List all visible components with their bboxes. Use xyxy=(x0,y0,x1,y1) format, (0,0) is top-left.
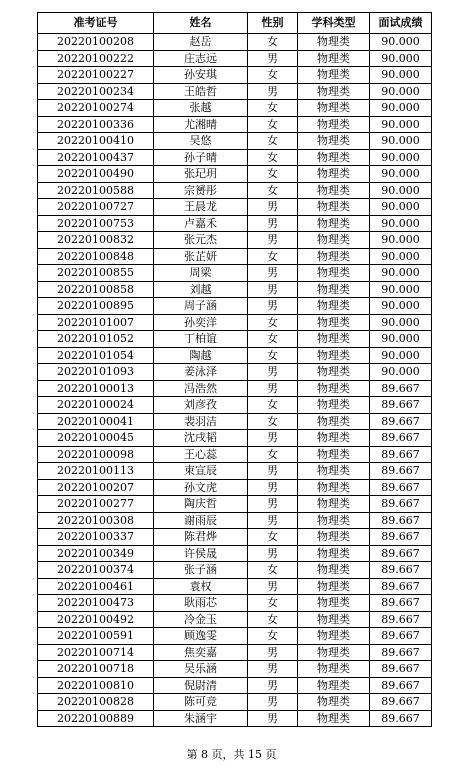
gender-cell: 男 xyxy=(248,710,298,727)
column-header-exam-id: 准考证号 xyxy=(38,13,154,34)
gender-cell: 男 xyxy=(248,578,298,595)
table-row xyxy=(38,661,432,678)
subject-type-cell: 物理类 xyxy=(298,364,370,381)
interview-score-cell: 90.000 xyxy=(370,232,432,249)
table-row xyxy=(38,380,432,397)
table-row xyxy=(38,166,432,183)
name-cell: 张玘玥 xyxy=(154,166,248,183)
subject-type-cell: 物理类 xyxy=(298,166,370,183)
table-row xyxy=(38,248,432,265)
exam-id-cell: 20220100727 xyxy=(38,199,154,216)
gender-cell: 男 xyxy=(248,479,298,496)
exam-id-cell: 20220100588 xyxy=(38,182,154,199)
gender-cell: 男 xyxy=(248,215,298,232)
exam-id-cell: 20220100714 xyxy=(38,644,154,661)
gender-cell: 男 xyxy=(248,83,298,100)
table-header-row xyxy=(38,13,432,34)
name-cell: 冯浩然 xyxy=(154,380,248,397)
exam-id-cell: 20220100337 xyxy=(38,529,154,546)
interview-score-cell: 89.667 xyxy=(370,380,432,397)
gender-cell: 女 xyxy=(248,331,298,348)
interview-score-cell: 89.667 xyxy=(370,595,432,612)
name-cell: 王心蕊 xyxy=(154,446,248,463)
gender-cell: 女 xyxy=(248,628,298,645)
subject-type-cell: 物理类 xyxy=(298,628,370,645)
name-cell: 顾逸雯 xyxy=(154,628,248,645)
interview-score-cell: 90.000 xyxy=(370,347,432,364)
name-cell: 周梁 xyxy=(154,265,248,282)
gender-cell: 女 xyxy=(248,347,298,364)
table-row xyxy=(38,545,432,562)
gender-cell: 女 xyxy=(248,397,298,414)
exam-id-cell: 20220100490 xyxy=(38,166,154,183)
gender-cell: 女 xyxy=(248,166,298,183)
subject-type-cell: 物理类 xyxy=(298,265,370,282)
exam-id-cell: 20220100274 xyxy=(38,100,154,117)
exam-id-cell: 20220100336 xyxy=(38,116,154,133)
table-row xyxy=(38,710,432,727)
gender-cell: 男 xyxy=(248,463,298,480)
gender-cell: 女 xyxy=(248,182,298,199)
table-row xyxy=(38,677,432,694)
interview-score-cell: 90.000 xyxy=(370,50,432,67)
gender-cell: 女 xyxy=(248,562,298,579)
interview-score-cell: 89.667 xyxy=(370,694,432,711)
table-row xyxy=(38,562,432,579)
exam-id-cell: 20220101054 xyxy=(38,347,154,364)
subject-type-cell: 物理类 xyxy=(298,331,370,348)
gender-cell: 男 xyxy=(248,265,298,282)
interview-score-cell: 89.667 xyxy=(370,512,432,529)
subject-type-cell: 物理类 xyxy=(298,710,370,727)
exam-id-cell: 20220100374 xyxy=(38,562,154,579)
gender-cell: 男 xyxy=(248,545,298,562)
name-cell: 许侯晟 xyxy=(154,545,248,562)
name-cell: 陶越 xyxy=(154,347,248,364)
subject-type-cell: 物理类 xyxy=(298,430,370,447)
gender-cell: 女 xyxy=(248,413,298,430)
interview-score-cell: 89.667 xyxy=(370,446,432,463)
table-row xyxy=(38,116,432,133)
gender-cell: 男 xyxy=(248,364,298,381)
subject-type-cell: 物理类 xyxy=(298,281,370,298)
table-row xyxy=(38,331,432,348)
exam-id-cell: 20220100832 xyxy=(38,232,154,249)
subject-type-cell: 物理类 xyxy=(298,100,370,117)
gender-cell: 男 xyxy=(248,281,298,298)
exam-id-cell: 20220100848 xyxy=(38,248,154,265)
name-cell: 谢雨辰 xyxy=(154,512,248,529)
name-cell: 张芷妍 xyxy=(154,248,248,265)
subject-type-cell: 物理类 xyxy=(298,67,370,84)
gender-cell: 女 xyxy=(248,34,298,51)
subject-type-cell: 物理类 xyxy=(298,463,370,480)
table-row xyxy=(38,397,432,414)
interview-score-cell: 90.000 xyxy=(370,149,432,166)
gender-cell: 男 xyxy=(248,430,298,447)
interview-score-cell: 90.000 xyxy=(370,314,432,331)
interview-score-cell: 90.000 xyxy=(370,34,432,51)
gender-cell: 男 xyxy=(248,694,298,711)
interview-score-cell: 89.667 xyxy=(370,661,432,678)
exam-id-cell: 20220100227 xyxy=(38,67,154,84)
subject-type-cell: 物理类 xyxy=(298,314,370,331)
gender-cell: 女 xyxy=(248,446,298,463)
interview-score-cell: 90.000 xyxy=(370,199,432,216)
table-row xyxy=(38,364,432,381)
gender-cell: 男 xyxy=(248,644,298,661)
table-row xyxy=(38,479,432,496)
exam-id-cell: 20220101007 xyxy=(38,314,154,331)
subject-type-cell: 物理类 xyxy=(298,380,370,397)
gender-cell: 女 xyxy=(248,116,298,133)
table-row xyxy=(38,232,432,249)
exam-id-cell: 20220100234 xyxy=(38,83,154,100)
exam-id-cell: 20220100889 xyxy=(38,710,154,727)
gender-cell: 女 xyxy=(248,611,298,628)
table-row xyxy=(38,628,432,645)
interview-score-cell: 90.000 xyxy=(370,67,432,84)
name-cell: 孙奕洋 xyxy=(154,314,248,331)
subject-type-cell: 物理类 xyxy=(298,595,370,612)
gender-cell: 男 xyxy=(248,50,298,67)
subject-type-cell: 物理类 xyxy=(298,611,370,628)
table-row xyxy=(38,281,432,298)
interview-score-cell: 89.667 xyxy=(370,545,432,562)
interview-score-cell: 89.667 xyxy=(370,496,432,513)
exam-id-cell: 20220100753 xyxy=(38,215,154,232)
name-cell: 姜泳泽 xyxy=(154,364,248,381)
table-row xyxy=(38,215,432,232)
subject-type-cell: 物理类 xyxy=(298,661,370,678)
table-row xyxy=(38,578,432,595)
interview-score-cell: 89.667 xyxy=(370,611,432,628)
table-row xyxy=(38,512,432,529)
subject-type-cell: 物理类 xyxy=(298,83,370,100)
subject-type-cell: 物理类 xyxy=(298,562,370,579)
interview-score-cell: 90.000 xyxy=(370,298,432,315)
interview-score-cell: 89.667 xyxy=(370,710,432,727)
subject-type-cell: 物理类 xyxy=(298,182,370,199)
name-cell: 刘彦孜 xyxy=(154,397,248,414)
subject-type-cell: 物理类 xyxy=(298,149,370,166)
subject-type-cell: 物理类 xyxy=(298,529,370,546)
subject-type-cell: 物理类 xyxy=(298,116,370,133)
name-cell: 王皓哲 xyxy=(154,83,248,100)
interview-score-cell: 89.667 xyxy=(370,677,432,694)
page-number-footer: 第 8 页，共 15 页 xyxy=(186,748,277,761)
table-body xyxy=(38,34,432,727)
exam-id-cell: 20220100437 xyxy=(38,149,154,166)
gender-cell: 女 xyxy=(248,595,298,612)
exam-id-cell: 20220100207 xyxy=(38,479,154,496)
gender-cell: 男 xyxy=(248,380,298,397)
table-row xyxy=(38,100,432,117)
subject-type-cell: 物理类 xyxy=(298,397,370,414)
exam-id-cell: 20220100858 xyxy=(38,281,154,298)
interview-score-cell: 90.000 xyxy=(370,83,432,100)
table-row xyxy=(38,314,432,331)
exam-id-cell: 20220100349 xyxy=(38,545,154,562)
table-row xyxy=(38,83,432,100)
exam-id-cell: 20220100098 xyxy=(38,446,154,463)
subject-type-cell: 物理类 xyxy=(298,694,370,711)
gender-cell: 女 xyxy=(248,100,298,117)
table-row xyxy=(38,694,432,711)
table-row xyxy=(38,265,432,282)
exam-id-cell: 20220100855 xyxy=(38,265,154,282)
subject-type-cell: 物理类 xyxy=(298,232,370,249)
interview-score-cell: 89.667 xyxy=(370,529,432,546)
name-cell: 陶庆哲 xyxy=(154,496,248,513)
subject-type-cell: 物理类 xyxy=(298,199,370,216)
subject-type-cell: 物理类 xyxy=(298,677,370,694)
subject-type-cell: 物理类 xyxy=(298,298,370,315)
name-cell: 赵岳 xyxy=(154,34,248,51)
name-cell: 朱涵宇 xyxy=(154,710,248,727)
subject-type-cell: 物理类 xyxy=(298,578,370,595)
table-row xyxy=(38,413,432,430)
exam-id-cell: 20220100828 xyxy=(38,694,154,711)
table-row xyxy=(38,149,432,166)
name-cell: 王晨龙 xyxy=(154,199,248,216)
table-row xyxy=(38,34,432,51)
interview-score-cell: 90.000 xyxy=(370,331,432,348)
exam-id-cell: 20220101093 xyxy=(38,364,154,381)
name-cell: 庄志远 xyxy=(154,50,248,67)
table-row xyxy=(38,133,432,150)
interview-score-cell: 90.000 xyxy=(370,133,432,150)
subject-type-cell: 物理类 xyxy=(298,479,370,496)
table-row xyxy=(38,199,432,216)
name-cell: 尤湘晴 xyxy=(154,116,248,133)
score-table xyxy=(37,12,432,727)
interview-score-cell: 90.000 xyxy=(370,364,432,381)
exam-id-cell: 20220100277 xyxy=(38,496,154,513)
subject-type-cell: 物理类 xyxy=(298,347,370,364)
subject-type-cell: 物理类 xyxy=(298,34,370,51)
subject-type-cell: 物理类 xyxy=(298,50,370,67)
interview-score-cell: 90.000 xyxy=(370,248,432,265)
column-header-subject-type: 学科类型 xyxy=(298,13,370,34)
name-cell: 宗赟彤 xyxy=(154,182,248,199)
exam-id-cell: 20220100591 xyxy=(38,628,154,645)
gender-cell: 女 xyxy=(248,133,298,150)
column-header-name: 姓名 xyxy=(154,13,248,34)
gender-cell: 男 xyxy=(248,512,298,529)
name-cell: 周子涵 xyxy=(154,298,248,315)
gender-cell: 女 xyxy=(248,149,298,166)
interview-score-cell: 89.667 xyxy=(370,479,432,496)
name-cell: 孙子晴 xyxy=(154,149,248,166)
subject-type-cell: 物理类 xyxy=(298,545,370,562)
name-cell: 焦奕嘉 xyxy=(154,644,248,661)
interview-score-cell: 89.667 xyxy=(370,562,432,579)
subject-type-cell: 物理类 xyxy=(298,512,370,529)
exam-id-cell: 20220100492 xyxy=(38,611,154,628)
exam-id-cell: 20220100718 xyxy=(38,661,154,678)
interview-score-cell: 90.000 xyxy=(370,265,432,282)
exam-id-cell: 20220100013 xyxy=(38,380,154,397)
gender-cell: 男 xyxy=(248,199,298,216)
name-cell: 倪尉清 xyxy=(154,677,248,694)
exam-id-cell: 20220100222 xyxy=(38,50,154,67)
exam-id-cell: 20220100208 xyxy=(38,34,154,51)
exam-id-cell: 20220100895 xyxy=(38,298,154,315)
table-row xyxy=(38,595,432,612)
name-cell: 陈君烨 xyxy=(154,529,248,546)
table-row xyxy=(38,347,432,364)
gender-cell: 男 xyxy=(248,677,298,694)
exam-id-cell: 20220100810 xyxy=(38,677,154,694)
table-row xyxy=(38,67,432,84)
interview-score-cell: 89.667 xyxy=(370,463,432,480)
interview-score-cell: 90.000 xyxy=(370,100,432,117)
subject-type-cell: 物理类 xyxy=(298,215,370,232)
name-cell: 冷金玉 xyxy=(154,611,248,628)
exam-id-cell: 20220100041 xyxy=(38,413,154,430)
interview-score-cell: 89.667 xyxy=(370,413,432,430)
name-cell: 束宣辰 xyxy=(154,463,248,480)
name-cell: 陈可竞 xyxy=(154,694,248,711)
name-cell: 吴乐涵 xyxy=(154,661,248,678)
gender-cell: 男 xyxy=(248,298,298,315)
exam-id-cell: 20220100024 xyxy=(38,397,154,414)
interview-score-cell: 89.667 xyxy=(370,578,432,595)
gender-cell: 男 xyxy=(248,232,298,249)
name-cell: 丁柏谊 xyxy=(154,331,248,348)
exam-id-cell: 20220100113 xyxy=(38,463,154,480)
name-cell: 孙文虎 xyxy=(154,479,248,496)
exam-id-cell: 20220100308 xyxy=(38,512,154,529)
interview-score-cell: 90.000 xyxy=(370,182,432,199)
table-row xyxy=(38,430,432,447)
interview-score-cell: 89.667 xyxy=(370,628,432,645)
exam-id-cell: 20220100410 xyxy=(38,133,154,150)
gender-cell: 女 xyxy=(248,248,298,265)
table-row xyxy=(38,611,432,628)
name-cell: 张元杰 xyxy=(154,232,248,249)
exam-id-cell: 20220100473 xyxy=(38,595,154,612)
name-cell: 裴羽洁 xyxy=(154,413,248,430)
gender-cell: 男 xyxy=(248,496,298,513)
subject-type-cell: 物理类 xyxy=(298,446,370,463)
gender-cell: 女 xyxy=(248,529,298,546)
name-cell: 袁权 xyxy=(154,578,248,595)
table-row xyxy=(38,298,432,315)
table-row xyxy=(38,496,432,513)
name-cell: 孙安琪 xyxy=(154,67,248,84)
table-row xyxy=(38,529,432,546)
name-cell: 刘越 xyxy=(154,281,248,298)
name-cell: 耿雨芯 xyxy=(154,595,248,612)
gender-cell: 男 xyxy=(248,661,298,678)
exam-id-cell: 20220101052 xyxy=(38,331,154,348)
interview-score-cell: 90.000 xyxy=(370,215,432,232)
subject-type-cell: 物理类 xyxy=(298,644,370,661)
table-row xyxy=(38,50,432,67)
interview-score-cell: 89.667 xyxy=(370,644,432,661)
name-cell: 张越 xyxy=(154,100,248,117)
table-row xyxy=(38,446,432,463)
name-cell: 张子涵 xyxy=(154,562,248,579)
exam-id-cell: 20220100461 xyxy=(38,578,154,595)
subject-type-cell: 物理类 xyxy=(298,413,370,430)
subject-type-cell: 物理类 xyxy=(298,133,370,150)
interview-score-cell: 90.000 xyxy=(370,116,432,133)
interview-score-cell: 89.667 xyxy=(370,430,432,447)
name-cell: 沈戌韬 xyxy=(154,430,248,447)
table-row xyxy=(38,182,432,199)
gender-cell: 女 xyxy=(248,67,298,84)
table-row xyxy=(38,463,432,480)
interview-score-cell: 90.000 xyxy=(370,281,432,298)
name-cell: 卢嘉禾 xyxy=(154,215,248,232)
interview-score-cell: 90.000 xyxy=(370,166,432,183)
subject-type-cell: 物理类 xyxy=(298,248,370,265)
gender-cell: 女 xyxy=(248,314,298,331)
interview-score-cell: 89.667 xyxy=(370,397,432,414)
subject-type-cell: 物理类 xyxy=(298,496,370,513)
name-cell: 吴悠 xyxy=(154,133,248,150)
table-row xyxy=(38,644,432,661)
column-header-gender: 性别 xyxy=(248,13,298,34)
exam-id-cell: 20220100045 xyxy=(38,430,154,447)
column-header-interview-score: 面试成绩 xyxy=(370,13,432,34)
